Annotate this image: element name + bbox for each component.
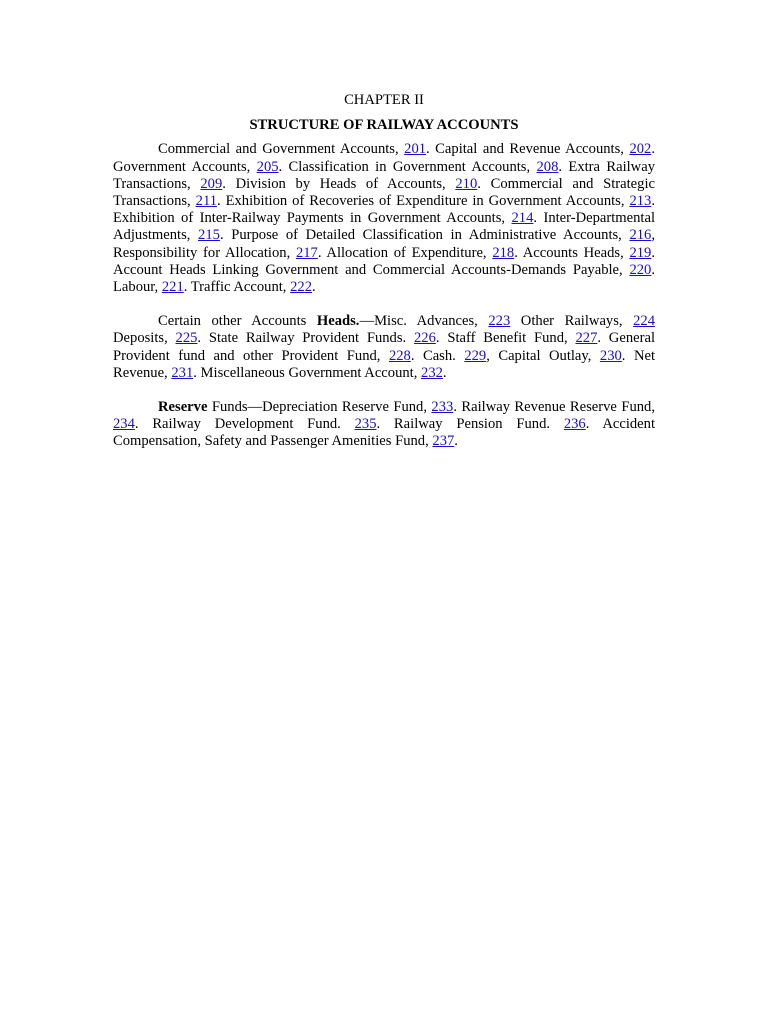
section-link-230[interactable]: 230 — [599, 347, 622, 364]
text-run: . Inter-Departmental Adjustments, — [113, 210, 655, 244]
text-run: . State Railway Provident Funds. — [197, 330, 414, 347]
chapter-label: CHAPTER II — [344, 92, 424, 108]
section-link-229[interactable]: 229 — [464, 347, 487, 364]
text-run: . Purpose of Detailed Classification in Administrative Accounts, — [219, 227, 630, 244]
section-link-219[interactable]: 219 — [629, 244, 652, 261]
section-link-216[interactable]: 216 — [629, 227, 652, 244]
text-run: . Government Accounts, — [113, 141, 655, 175]
section-link-227[interactable]: 227 — [575, 330, 598, 347]
section-link-231[interactable]: 231 — [171, 364, 194, 381]
section-link-225[interactable]: 225 — [175, 330, 198, 347]
text-run: . Classification in Government Accounts, — [278, 158, 537, 175]
section-link-218[interactable]: 218 — [492, 244, 515, 261]
text-run: . Miscellaneous Government Account, — [193, 364, 422, 381]
section-link-201[interactable]: 201 — [404, 141, 427, 158]
text-run: Funds—Depreciation Reserve Fund, — [207, 399, 432, 416]
text-run: . Commercial and Strategic Transactions, — [113, 175, 655, 210]
text-run: . Cash. — [410, 347, 465, 364]
section-link-222[interactable]: 222 — [290, 279, 312, 296]
text-run: . Staff Benefit Fund, — [435, 330, 576, 347]
paragraph-2 — [113, 313, 655, 382]
text-run: . Exhibition of Recoveries of Expenditure in Government Accounts, — [217, 193, 630, 210]
section-link-235[interactable]: 235 — [354, 416, 377, 433]
text-run: . Accident Compensation, Safety and Passenger Amenities Fund, — [113, 416, 656, 450]
section-link-234[interactable]: 234 — [113, 416, 135, 433]
text-run: . Account Heads Linking Government and Commercial Accounts-Demands Payable, — [113, 244, 655, 278]
section-link-209[interactable]: 209 — [200, 175, 223, 192]
chapter-title: STRUCTURE OF RAILWAY ACCOUNTS — [249, 117, 519, 134]
text-run: . Railway Pension Fund. — [376, 416, 564, 433]
section-link-211[interactable]: 211 — [195, 193, 217, 210]
section-link-232[interactable]: 232 — [421, 364, 443, 381]
paragraph-1 — [113, 141, 655, 296]
text-run: , Capital Outlay, — [486, 347, 600, 364]
text-run: Other Railways, — [510, 313, 634, 330]
text-run: —Misc. Advances, — [359, 313, 489, 330]
section-link-214[interactable]: 214 — [511, 210, 534, 227]
section-link-237[interactable]: 237 — [432, 433, 455, 450]
text-run: . Labour, — [113, 261, 655, 296]
text-run: . — [311, 279, 316, 296]
text-run: . Accounts Heads, — [514, 244, 630, 261]
bold-term: Heads. — [316, 313, 360, 330]
text-run: , Responsibility for Allocation, — [113, 227, 655, 261]
section-link-221[interactable]: 221 — [161, 279, 184, 296]
section-link-220[interactable]: 220 — [629, 261, 652, 278]
paragraph-3 — [113, 399, 655, 451]
document-page — [113, 92, 655, 468]
section-link-236[interactable]: 236 — [563, 416, 586, 433]
section-link-228[interactable]: 228 — [388, 347, 411, 364]
section-link-202[interactable]: 202 — [629, 141, 652, 158]
text-run: . Division by Heads of Accounts, — [222, 175, 456, 192]
text-run: . Railway Revenue Reserve Fund, — [453, 399, 655, 416]
text-run: Commercial and Government Accounts, — [158, 141, 405, 158]
text-run: Certain other Accounts — [158, 313, 317, 330]
bold-term: Reserve — [158, 399, 208, 416]
section-link-226[interactable]: 226 — [414, 330, 436, 347]
text-run: . — [442, 364, 447, 381]
text-run: . Traffic Account, — [183, 279, 291, 296]
section-link-208[interactable]: 208 — [536, 158, 559, 175]
text-run: . Railway Development Fund. — [134, 416, 355, 433]
text-run: . Net Revenue, — [113, 347, 656, 381]
text-run: . Extra Railway Transactions, — [113, 158, 655, 192]
text-run: . Exhibition of Inter-Railway Payments in Government Accounts, — [113, 193, 655, 227]
section-link-223[interactable]: 223 — [488, 313, 511, 330]
text-run: . Capital and Revenue Accounts, — [426, 141, 630, 158]
section-link-217[interactable]: 217 — [295, 244, 318, 261]
section-link-210[interactable]: 210 — [455, 175, 478, 192]
text-run: Deposits, — [113, 330, 176, 347]
text-run: . General Provident fund and other Provident Fund, — [113, 330, 655, 364]
text-run: . Allocation of Expenditure, — [317, 244, 493, 261]
section-link-224[interactable]: 224 — [633, 313, 655, 330]
section-link-233[interactable]: 233 — [431, 399, 454, 416]
paragraphs — [113, 141, 655, 450]
section-link-215[interactable]: 215 — [198, 227, 220, 244]
text-run: . — [454, 433, 458, 450]
section-link-213[interactable]: 213 — [629, 193, 652, 210]
section-link-205[interactable]: 205 — [256, 158, 279, 175]
